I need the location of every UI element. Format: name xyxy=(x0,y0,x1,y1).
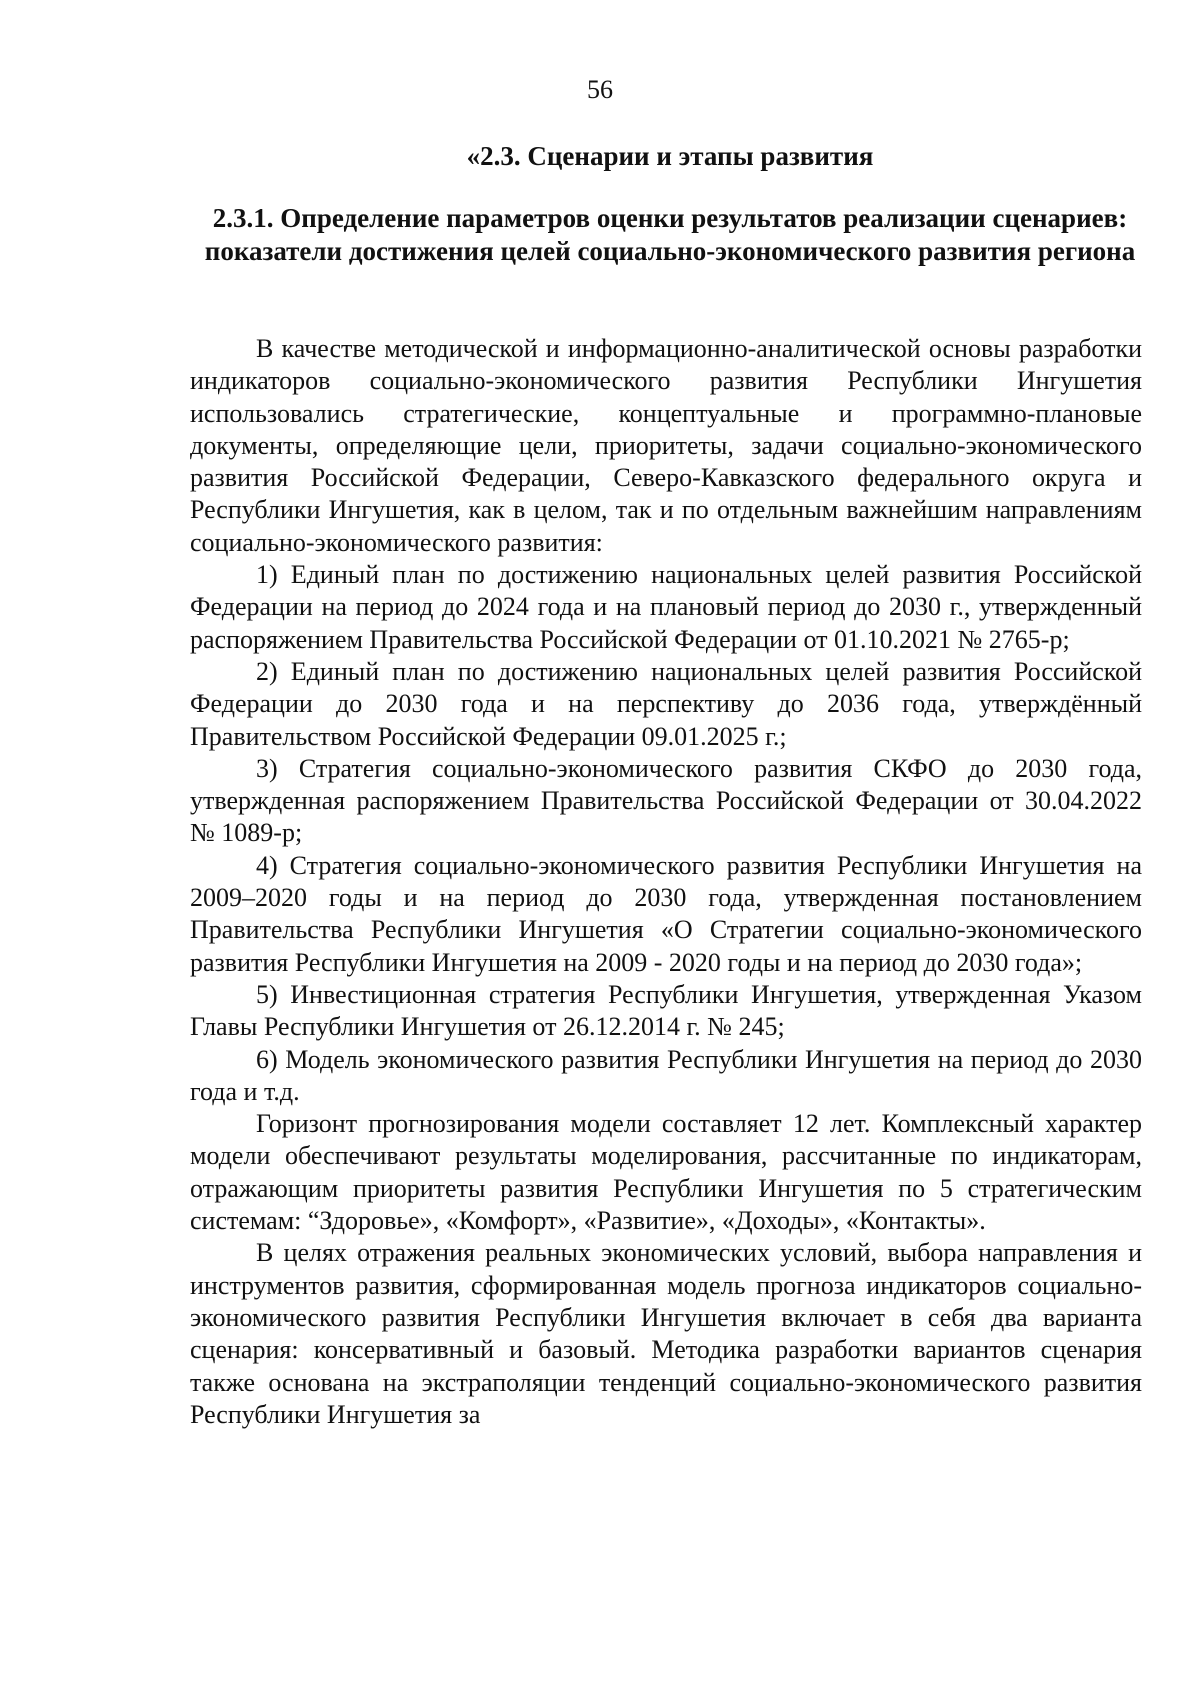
page-number: 56 xyxy=(587,75,613,104)
horizon-paragraph: Горизонт прогнозирования модели составляет 12 лет. Комплексный характер модели обеспечивают результаты моделирования, рассчитанные по индикаторам, отражающим приоритеты развития Республики Ингушетия по 5 стратегическим системам: “Здоровье», «Комфорт», «Развитие», «Доходы», «Контакты». xyxy=(190,1109,1142,1236)
section-heading: «2.3. Сценарии и этапы развития xyxy=(466,141,874,171)
list-item-1: 1) Единый план по достижению национальных целей развития Российской Федерации на период до 2024 года и на плановый период до 2030 г., утвержденный распоряжением Правительства Российской Федерации от 01.10.2021 № 2765-р; xyxy=(190,560,1142,654)
body-text xyxy=(190,333,1142,1431)
subsection-heading: 2.3.1. Определение параметров оценки результатов реализации сценариев: показатели достижения целей социально-экономического развития региона xyxy=(204,203,1136,266)
scenarios-paragraph: В целях отражения реальных экономических условий, выбора направления и инструментов развития, сформированная модель прогноза индикаторов социально-экономического развития Республики Ингушетия включает в себя два варианта сценария: консервативный и базовый. Методика разработки вариантов сценария также основана на экстраполяции тенденций социально-экономического развития Республики Ингушетия за xyxy=(190,1238,1142,1429)
list-item-3: 3) Стратегия социально-экономического развития СКФО до 2030 года, утвержденная распоряжением Правительства Российской Федерации от 30.04.2022 № 1089-р; xyxy=(190,753,1142,848)
list-item-6: 6) Модель экономического развития Республики Ингушетия на период до 2030 года и т.д. xyxy=(190,1044,1142,1106)
intro-paragraph: В качестве методической и информационно-аналитической основы разработки индикаторов социально-экономического развития Республики Ингушетия использовались стратегические, концептуальные и программно-плановые документы, определяющие цели, приоритеты, задачи социально-экономического развития Российской Федерации, Северо-Кавказского федерального округа и Республики Ингушетия, как в целом, так и по отдельным важнейшим направлениям социально-экономического развития: xyxy=(190,334,1142,557)
list-item-5: 5) Инвестиционная стратегия Республики Ингушетия, утвержденная Указом Главы Республики Ингушетия от 26.12.2014 г. № 245; xyxy=(190,979,1142,1042)
list-item-4: 4) Стратегия социально-экономического развития Республики Ингушетия на 2009–2020 годы и на период до 2030 года, утвержденная постановлением Правительства Республики Ингушетия «О Стратегии социально-экономического развития Республики Ингушетия на 2009 - 2020 годы и на период до 2030 года»; xyxy=(190,850,1142,977)
list-item-2: 2) Единый план по достижению национальных целей развития Российской Федерации до 2030 года и на перспективу до 2036 года, утверждённый Правительством Российской Федерации 09.01.2025 г.; xyxy=(190,656,1142,751)
